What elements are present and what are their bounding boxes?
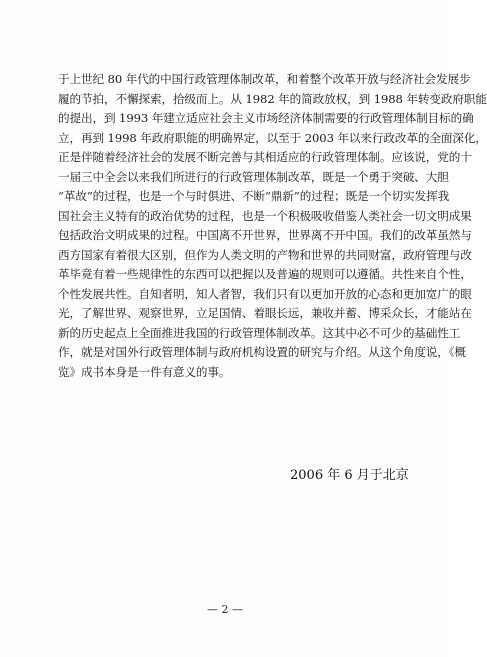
text-line: 革毕竟有着一些规律性的东西可以把握以及普遍的规则可以遵循。共性来自个性， xyxy=(58,267,472,281)
text-line: 的提出，到 1993 年建立适应社会主义市场经济体制需要的行政管理体制目标的确 xyxy=(58,111,474,125)
text-line: 西方国家有着很大区别，但作为人类文明的产物和世界的共同财富，政府管理与改 xyxy=(58,247,472,262)
date-signature: 2006 年 6 月于北京 xyxy=(290,468,409,483)
text-line: 一届三中全会以来我们所进行的行政管理体制改革，既是一个勇于突破、大胆 xyxy=(58,169,449,184)
text-line: 国社会主义特有的政治优势的过程，也是一个积极吸收借鉴人类社会一切文明成果 xyxy=(58,208,472,223)
text-line: “革故”的过程，也是一个与时俱进、不断“鼎新”的过程；既是一个切实发挥我 xyxy=(58,189,450,203)
text-line: 立，再到 1998 年政府职能的明确界定，以至于 2003 年以来行政改革的全面深化， xyxy=(58,130,487,145)
body-text xyxy=(58,70,487,382)
text-line: 作，就是对国外行政管理体制与政府机构设置的研究与介绍。从这个角度说，《概 xyxy=(58,345,466,359)
text-line: 履的节拍，不懈探索，拾级而上。从 1982 年的简政放权，到 1988 年转变政府职能 xyxy=(58,91,487,106)
text-line: 于上世纪 80 年代的中国行政管理体制改革，和着整个改革开放与经济社会发展步 xyxy=(58,72,471,86)
page-number: — 2 — xyxy=(207,603,243,616)
text-line: 览》成书本身是一件有意义的事。 xyxy=(58,364,231,379)
text-line: 个性发展共性。自知者明，知人者智，我们只有以更加开放的心态和更加宽广的眼 xyxy=(58,286,472,301)
text-line: 正是伴随着经济社会的发展不断完善与其相适应的行政管理体制。应该说，党的十 xyxy=(58,150,472,164)
text-line: 包括政治文明成果的过程。中国离不开世界，世界离不开中国。我们的改革虽然与 xyxy=(58,228,472,242)
text-line: 新的历史起点上全面推进我国的行政管理体制改革。这其中必不可少的基础性工 xyxy=(58,325,461,340)
text-line: 光，了解世界、观察世界，立足国情、着眼长远，兼收并蓄、博采众长，才能站在 xyxy=(58,306,472,320)
